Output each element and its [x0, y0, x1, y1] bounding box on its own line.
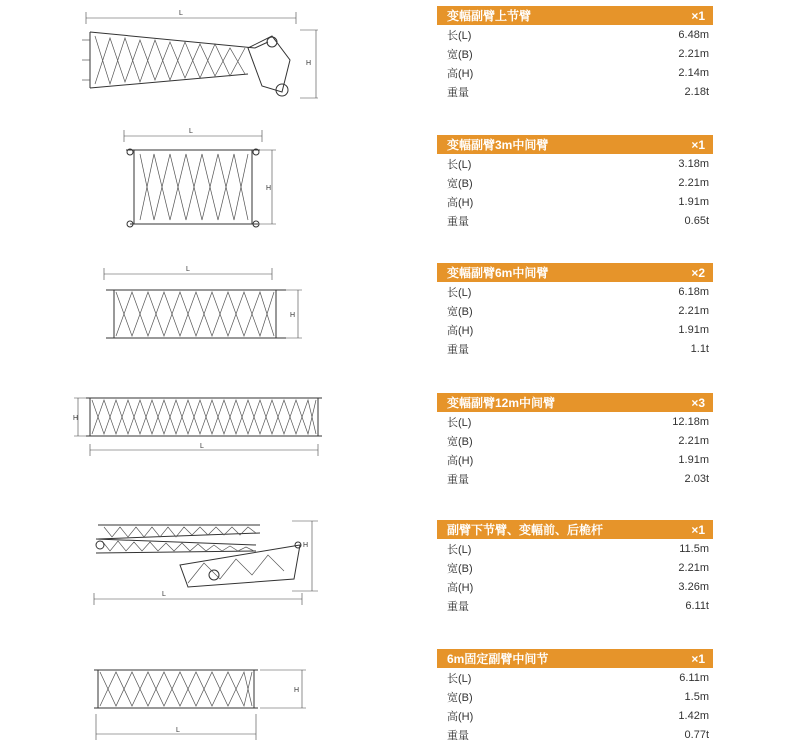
spec-row-height: [437, 577, 713, 596]
spec-row-width: [437, 558, 713, 577]
spec-value: 6.11m: [679, 671, 709, 684]
dim-label-h: H: [266, 185, 272, 192]
fixed-jib-6m-middle-section-diagram: [0, 644, 420, 746]
spec-row-height: [437, 63, 713, 82]
spec-row-width: [437, 431, 713, 450]
spec-label: 宽(B): [447, 48, 473, 61]
dim-label-l: L: [176, 727, 180, 734]
spec-row-height: [437, 320, 713, 339]
spec-label: 高(H): [447, 196, 474, 209]
component-3-diagram: [0, 262, 420, 354]
spec-value: 1.91m: [678, 323, 709, 336]
spec-value: 6.18m: [678, 285, 709, 298]
spec-row-weight: [437, 339, 713, 358]
dim-label-h: H: [306, 60, 312, 67]
spec-row-weight: [437, 725, 713, 744]
spec-value: 1.5m: [684, 690, 709, 703]
spec-label: 重量: [447, 729, 469, 742]
component-1-diagram: [0, 0, 420, 110]
spec-value: 2.21m: [678, 47, 709, 60]
dim-label-l: L: [162, 591, 166, 598]
spec-row-weight: [437, 596, 713, 615]
dim-label-l: L: [189, 128, 193, 135]
spec-row-length: [437, 282, 713, 301]
dim-label-l: L: [179, 10, 183, 17]
component-title: 变幅副臂3m中间臂: [447, 138, 549, 152]
spec-row-length: [437, 154, 713, 173]
spec-label: 宽(B): [447, 177, 473, 190]
component-4-diagram: [0, 388, 420, 460]
component-title: 副臂下节臂、变幅前、后桅杆: [447, 523, 604, 537]
spec-label: 高(H): [447, 710, 474, 723]
spec-header: [437, 263, 713, 282]
spec-value: 1.91m: [678, 195, 709, 208]
component-4-spec-table: [437, 393, 713, 488]
spec-label: 宽(B): [447, 562, 473, 575]
component-quantity: ×1: [691, 651, 705, 666]
jib-12m-middle-section-diagram: [0, 388, 420, 460]
spec-row-height: [437, 192, 713, 211]
spec-value: 11.5m: [679, 542, 709, 555]
spec-row-weight: [437, 82, 713, 101]
spec-label: 宽(B): [447, 691, 473, 704]
spec-value: 2.03t: [684, 472, 709, 485]
spec-label: 长(L): [447, 29, 472, 42]
spec-row-length: [437, 25, 713, 44]
spec-label: 高(H): [447, 454, 474, 467]
spec-row-length: [437, 539, 713, 558]
spec-row-weight: [437, 469, 713, 488]
spec-header: [437, 520, 713, 539]
spec-label: 长(L): [447, 672, 472, 685]
spec-row-length: [437, 668, 713, 687]
spec-value: 12.18m: [672, 415, 709, 428]
spec-value: 2.21m: [678, 176, 709, 189]
spec-value: 1.91m: [678, 453, 709, 466]
component-title: 变幅副臂12m中间臂: [447, 396, 556, 410]
component-quantity: ×2: [691, 265, 705, 280]
spec-label: 高(H): [447, 67, 474, 80]
spec-label: 宽(B): [447, 305, 473, 318]
dim-label-l: L: [200, 443, 204, 450]
spec-label: 重量: [447, 343, 469, 356]
spec-label: 长(L): [447, 543, 472, 556]
spec-header: [437, 649, 713, 668]
component-5-spec-table: [437, 520, 713, 615]
spec-value: 0.77t: [684, 728, 709, 741]
component-6-diagram: [0, 644, 420, 746]
spec-value: 6.11t: [685, 599, 709, 612]
spec-label: 长(L): [447, 158, 472, 171]
spec-label: 重量: [447, 215, 469, 228]
component-2-diagram: [0, 124, 420, 236]
spec-value: 6.48m: [678, 28, 709, 41]
component-5-diagram: [0, 515, 420, 610]
spec-header: [437, 135, 713, 154]
component-1-spec-table: [437, 6, 713, 101]
component-title: 6m固定副臂中间节: [447, 652, 549, 666]
spec-value: 2.18t: [684, 85, 709, 98]
spec-row-width: [437, 173, 713, 192]
upper-jib-section-diagram: [0, 0, 420, 110]
spec-label: 长(L): [447, 416, 472, 429]
dim-label-h: H: [73, 415, 79, 422]
spec-label: 高(H): [447, 581, 474, 594]
spec-value: 2.21m: [678, 434, 709, 447]
component-title: 变幅副臂上节臂: [447, 9, 532, 23]
spec-header: [437, 393, 713, 412]
dim-label-h: H: [294, 687, 300, 694]
component-quantity: ×1: [691, 522, 705, 537]
spec-label: 重量: [447, 473, 469, 486]
jib-3m-middle-section-diagram: [0, 124, 420, 236]
spec-label: 宽(B): [447, 435, 473, 448]
spec-value: 2.21m: [678, 304, 709, 317]
spec-label: 高(H): [447, 324, 474, 337]
dim-label-h: H: [290, 312, 296, 319]
lower-jib-masts-diagram: [0, 515, 420, 610]
component-title: 变幅副臂6m中间臂: [447, 266, 549, 280]
dim-label-l: L: [186, 266, 190, 273]
jib-6m-middle-section-diagram: [0, 262, 420, 354]
spec-value: 0.65t: [684, 214, 709, 227]
spec-header: [437, 6, 713, 25]
spec-row-width: [437, 687, 713, 706]
dim-label-h: H: [303, 542, 309, 549]
spec-value: 3.18m: [678, 157, 709, 170]
spec-label: 重量: [447, 600, 469, 613]
spec-row-height: [437, 450, 713, 469]
spec-value: 3.26m: [678, 580, 709, 593]
spec-value: 2.21m: [678, 561, 709, 574]
component-2-spec-table: [437, 135, 713, 230]
spec-value: 2.14m: [678, 66, 709, 79]
spec-value: 1.42m: [678, 709, 709, 722]
component-3-spec-table: [437, 263, 713, 358]
spec-value: 1.1t: [690, 342, 709, 355]
spec-row-weight: [437, 211, 713, 230]
spec-label: 重量: [447, 86, 469, 99]
spec-label: 长(L): [447, 286, 472, 299]
component-6-spec-table: [437, 649, 713, 744]
component-quantity: ×1: [691, 137, 705, 152]
component-quantity: ×1: [691, 8, 705, 23]
spec-row-width: [437, 301, 713, 320]
spec-row-width: [437, 44, 713, 63]
spec-row-height: [437, 706, 713, 725]
component-quantity: ×3: [691, 395, 705, 410]
spec-row-length: [437, 412, 713, 431]
